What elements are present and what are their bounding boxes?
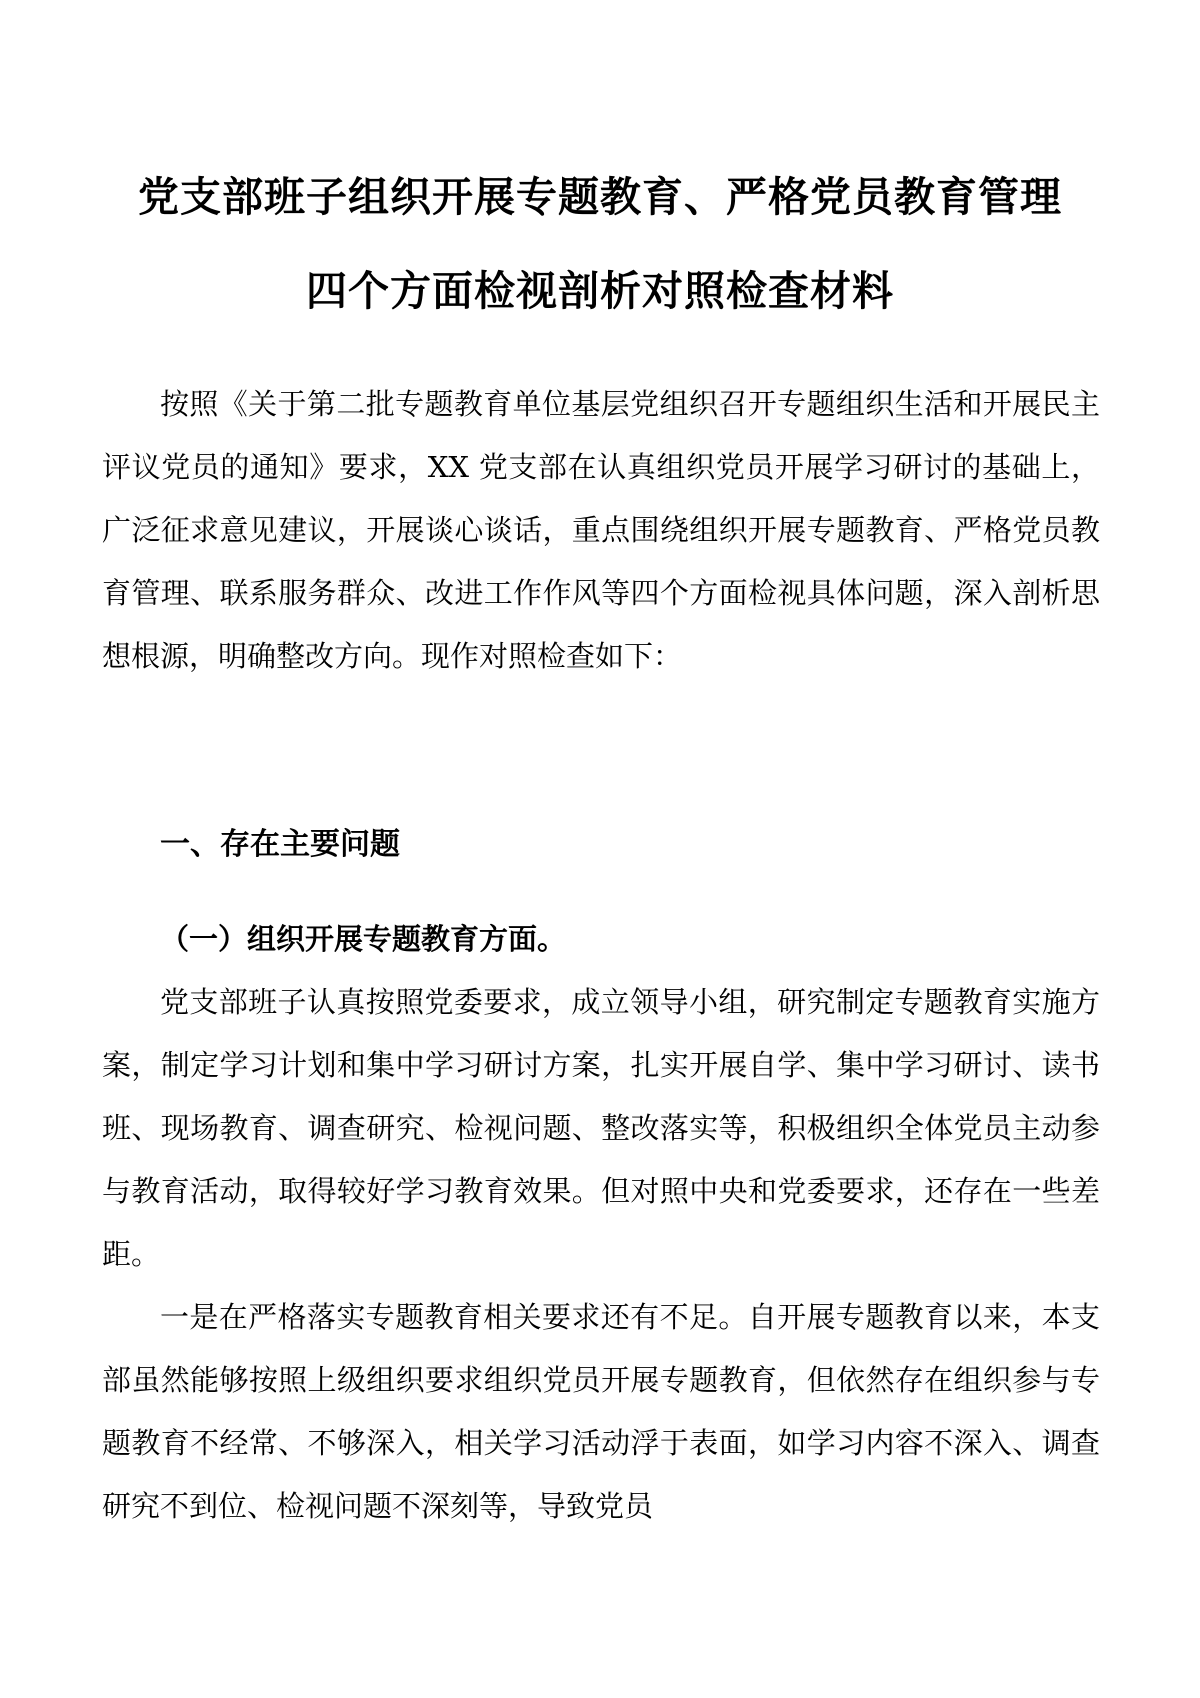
- intro-block: [102, 373, 1100, 688]
- section-body: [102, 971, 1100, 1538]
- intro-paragraph: 按照《关于第二批专题教育单位基层党组织召开专题组织生活和开展民主评议党员的通知》要求，XX 党支部在认真组织党员开展学习研讨的基础上，广泛征求意见建议，开展谈心谈话，重点围绕组织开展专题教育、严格党员教育管理、联系服务群众、改进工作作风等四个方面检视具体问题，深入剖析思想根源，明确整改方向。现作对照检查如下：: [102, 387, 1100, 673]
- section-heading: 一、存在主要问题: [160, 827, 400, 862]
- document-title-line-1: 党支部班子组织开展专题教育、严格党员教育管理: [138, 173, 1062, 221]
- document-title-line-2: 四个方面检视剖析对照检查材料: [306, 267, 894, 315]
- sub-heading: （一）组织开展专题教育方面。: [160, 922, 567, 956]
- body-paragraph-2: 一是在严格落实专题教育相关要求还有不足。自开展专题教育以来，本支部虽然能够按照上级组织要求组织党员开展专题教育，但依然存在组织参与专题教育不经常、不够深入，相关学习活动浮于表面，如学习内容不深入、调查研究不到位、检视问题不深刻等，导致党员: [102, 1300, 1100, 1523]
- body-paragraph-1: 党支部班子认真按照党委要求，成立领导小组，研究制定专题教育实施方案，制定学习计划和集中学习研讨方案，扎实开展自学、集中学习研讨、读书班、现场教育、调查研究、检视问题、整改落实等，积极组织全体党员主动参与教育活动，取得较好学习教育效果。但对照中央和党委要求，还存在一些差距。: [102, 985, 1100, 1271]
